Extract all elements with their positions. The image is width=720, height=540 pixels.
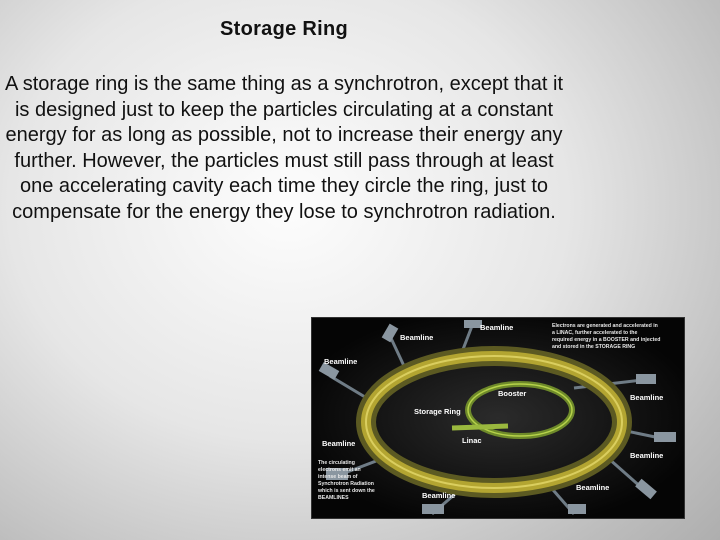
slide-body-text: A storage ring is the same thing as a synchrotron, except that it is designed just to keep the particles circulating at a constant energy for as long as possible, not to increase their energy any further. However, the particles must still pass through at least one accelerating cavity each time they circle the ring, just to compensate for the energy they lose to synchrotron radiation. xyxy=(4,73,564,223)
label-beamline-right-lower: Beamline xyxy=(630,451,664,460)
label-linac: Linac xyxy=(462,436,482,445)
label-beamline-bottom-left: Beamline xyxy=(322,439,356,448)
label-beamline-top: Beamline xyxy=(480,323,514,332)
slide-title: Storage Ring xyxy=(219,18,349,40)
label-beamline-top-left: Beamline xyxy=(400,333,434,342)
svg-text:Synchrotron Radiation: Synchrotron Radiation xyxy=(318,481,374,487)
svg-text:required energy in a BOOSTER a: required energy in a BOOSTER and injected xyxy=(552,337,661,343)
svg-text:BEAMLINES: BEAMLINES xyxy=(318,495,349,501)
linac xyxy=(452,426,508,428)
label-beamline-bottom-right: Beamline xyxy=(576,483,610,492)
svg-text:Electrons are generated and ac: Electrons are generated and accelerated in xyxy=(552,323,658,329)
svg-text:intense beam of: intense beam of xyxy=(318,474,358,480)
svg-text:a LINAC, further accelerated t: a LINAC, further accelerated to the xyxy=(552,330,638,336)
label-booster: Booster xyxy=(498,389,527,398)
label-beamline-bottom: Beamline xyxy=(422,491,456,500)
label-beamline-right: Beamline xyxy=(630,393,664,402)
svg-text:The circulating: The circulating xyxy=(318,460,355,466)
svg-text:which is sent down the: which is sent down the xyxy=(318,488,375,494)
svg-text:and stored in the STORAGE RING: and stored in the STORAGE RING xyxy=(552,344,636,350)
label-storage-ring: Storage Ring xyxy=(414,407,461,416)
synchrotron-diagram xyxy=(312,318,684,518)
svg-text:electrons emit an: electrons emit an xyxy=(318,467,361,473)
label-beamline-left: Beamline xyxy=(324,357,358,366)
